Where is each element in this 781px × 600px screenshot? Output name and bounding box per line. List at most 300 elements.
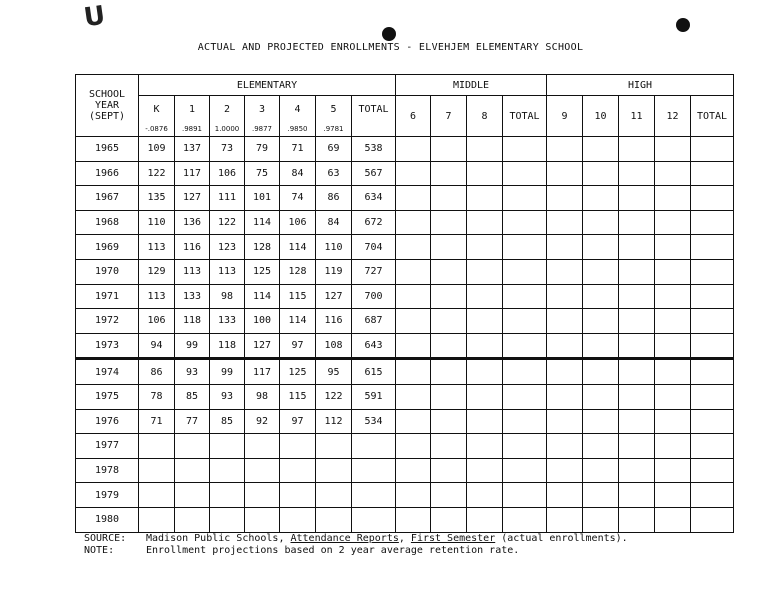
enrollment-cell bbox=[503, 333, 547, 359]
enrollment-cell bbox=[503, 507, 547, 532]
table-row bbox=[76, 235, 734, 260]
enrollment-cell bbox=[691, 186, 734, 211]
enrollment-cell: 93 bbox=[210, 384, 245, 409]
enrollment-cell bbox=[583, 409, 619, 434]
enrollment-cell: 113 bbox=[139, 235, 175, 260]
enrollment-cell: 700 bbox=[352, 284, 396, 309]
table-row bbox=[76, 309, 734, 334]
retention-rate: .9891 bbox=[175, 122, 210, 137]
enrollment-cell: 71 bbox=[139, 409, 175, 434]
year-cell: 1978 bbox=[76, 458, 139, 483]
enrollment-cell bbox=[691, 333, 734, 359]
enrollment-cell bbox=[210, 458, 245, 483]
enrollment-cell bbox=[467, 333, 503, 359]
enrollment-cell: 114 bbox=[280, 309, 316, 334]
enrollment-cell bbox=[619, 359, 655, 385]
table-row bbox=[76, 161, 734, 186]
enrollment-cell: 86 bbox=[139, 359, 175, 385]
enrollment-cell bbox=[655, 235, 691, 260]
enrollment-cell bbox=[583, 210, 619, 235]
retention-rate: .9877 bbox=[245, 122, 280, 137]
enrollment-cell bbox=[396, 309, 431, 334]
enrollment-cell bbox=[619, 333, 655, 359]
enrollment-cell: 84 bbox=[280, 161, 316, 186]
year-cell: 1968 bbox=[76, 210, 139, 235]
enrollment-cell bbox=[655, 161, 691, 186]
enrollment-cell bbox=[316, 507, 352, 532]
enrollment-cell: 98 bbox=[210, 284, 245, 309]
enrollment-cell bbox=[691, 235, 734, 260]
enrollment-cell bbox=[316, 434, 352, 459]
enrollment-cell: 98 bbox=[245, 384, 280, 409]
table-row bbox=[76, 137, 734, 162]
enrollment-cell bbox=[547, 235, 583, 260]
enrollment-cell bbox=[547, 483, 583, 508]
grade-header: 11 bbox=[619, 96, 655, 137]
enrollment-cell bbox=[467, 507, 503, 532]
enrollment-cell: 99 bbox=[210, 359, 245, 385]
enrollment-cell: 115 bbox=[280, 384, 316, 409]
enrollment-cell bbox=[280, 483, 316, 508]
enrollment-cell: 84 bbox=[316, 210, 352, 235]
enrollment-cell: 85 bbox=[175, 384, 210, 409]
enrollment-cell: 93 bbox=[175, 359, 210, 385]
enrollment-cell bbox=[655, 384, 691, 409]
year-cell: 1980 bbox=[76, 507, 139, 532]
enrollment-cell bbox=[547, 259, 583, 284]
grade-header: 9 bbox=[547, 96, 583, 137]
year-cell: 1967 bbox=[76, 186, 139, 211]
grade-header: 10 bbox=[583, 96, 619, 137]
enrollment-cell: 106 bbox=[210, 161, 245, 186]
enrollment-cell bbox=[503, 409, 547, 434]
enrollment-cell bbox=[547, 333, 583, 359]
enrollment-cell bbox=[547, 161, 583, 186]
retention-rate bbox=[352, 122, 396, 137]
enrollment-cell: 99 bbox=[175, 333, 210, 359]
table-row bbox=[76, 186, 734, 211]
grade-header: 4 bbox=[280, 96, 316, 123]
enrollment-cell bbox=[431, 161, 467, 186]
enrollment-cell bbox=[547, 186, 583, 211]
enrollment-cell bbox=[352, 483, 396, 508]
enrollment-cell bbox=[396, 333, 431, 359]
enrollment-cell bbox=[655, 507, 691, 532]
enrollment-cell bbox=[691, 137, 734, 162]
enrollment-cell bbox=[619, 483, 655, 508]
punch-hole-center bbox=[382, 27, 396, 41]
enrollment-cell bbox=[245, 458, 280, 483]
enrollment-cell: 113 bbox=[139, 284, 175, 309]
grade-header: 12 bbox=[655, 96, 691, 137]
enrollment-cell bbox=[691, 210, 734, 235]
enrollment-cell: 634 bbox=[352, 186, 396, 211]
enrollment-cell bbox=[316, 458, 352, 483]
enrollment-cell bbox=[655, 409, 691, 434]
grade-header: TOTAL bbox=[691, 96, 734, 137]
enrollment-cell bbox=[619, 458, 655, 483]
enrollment-cell bbox=[352, 507, 396, 532]
grade-header: 2 bbox=[210, 96, 245, 123]
year-cell: 1976 bbox=[76, 409, 139, 434]
enrollment-cell bbox=[245, 483, 280, 508]
enrollment-cell: 97 bbox=[280, 333, 316, 359]
grade-header: 7 bbox=[431, 96, 467, 137]
enrollment-cell bbox=[396, 409, 431, 434]
enrollment-cell bbox=[503, 259, 547, 284]
elementary-header: ELEMENTARY bbox=[139, 75, 396, 96]
year-cell: 1971 bbox=[76, 284, 139, 309]
enrollment-cell bbox=[583, 284, 619, 309]
enrollment-cell: 135 bbox=[139, 186, 175, 211]
enrollment-cell bbox=[619, 235, 655, 260]
enrollment-cell bbox=[655, 309, 691, 334]
enrollment-cell bbox=[547, 434, 583, 459]
enrollment-cell: 129 bbox=[139, 259, 175, 284]
enrollment-cell bbox=[619, 384, 655, 409]
enrollment-cell bbox=[691, 359, 734, 385]
enrollment-cell: 112 bbox=[316, 409, 352, 434]
enrollment-cell bbox=[691, 409, 734, 434]
enrollment-cell: 115 bbox=[280, 284, 316, 309]
retention-rate: -.0876 bbox=[139, 122, 175, 137]
enrollment-cell bbox=[139, 507, 175, 532]
year-cell: 1965 bbox=[76, 137, 139, 162]
enrollment-cell bbox=[691, 259, 734, 284]
enrollment-cell bbox=[467, 284, 503, 309]
enrollment-cell bbox=[396, 359, 431, 385]
enrollment-cell bbox=[396, 235, 431, 260]
enrollment-cell bbox=[655, 259, 691, 284]
enrollment-cell: 100 bbox=[245, 309, 280, 334]
year-cell: 1979 bbox=[76, 483, 139, 508]
enrollment-cell bbox=[396, 259, 431, 284]
enrollment-cell: 122 bbox=[210, 210, 245, 235]
enrollment-cell: 123 bbox=[210, 235, 245, 260]
grade-header: K bbox=[139, 96, 175, 123]
enrollment-cell: 113 bbox=[175, 259, 210, 284]
enrollment-cell bbox=[210, 507, 245, 532]
enrollment-cell bbox=[245, 507, 280, 532]
enrollment-cell bbox=[431, 409, 467, 434]
enrollment-cell bbox=[431, 235, 467, 260]
enrollment-cell bbox=[431, 259, 467, 284]
enrollment-cell bbox=[619, 284, 655, 309]
enrollment-cell: 63 bbox=[316, 161, 352, 186]
enrollment-cell: 110 bbox=[139, 210, 175, 235]
enrollment-cell bbox=[547, 359, 583, 385]
enrollment-cell bbox=[467, 309, 503, 334]
enrollment-cell bbox=[280, 507, 316, 532]
enrollment-cell: 128 bbox=[280, 259, 316, 284]
enrollment-cell: 101 bbox=[245, 186, 280, 211]
enrollment-cell bbox=[503, 309, 547, 334]
enrollment-cell bbox=[655, 186, 691, 211]
table-row bbox=[76, 483, 734, 508]
enrollment-cell bbox=[396, 161, 431, 186]
enrollment-cell: 97 bbox=[280, 409, 316, 434]
enrollment-cell: 75 bbox=[245, 161, 280, 186]
enrollment-cell bbox=[583, 235, 619, 260]
enrollment-cell: 125 bbox=[245, 259, 280, 284]
enrollment-cell: 615 bbox=[352, 359, 396, 385]
enrollment-cell bbox=[619, 409, 655, 434]
enrollment-cell: 111 bbox=[210, 186, 245, 211]
enrollment-cell bbox=[396, 434, 431, 459]
enrollment-cell bbox=[547, 284, 583, 309]
enrollment-cell: 136 bbox=[175, 210, 210, 235]
table-row bbox=[76, 434, 734, 459]
enrollment-cell bbox=[467, 210, 503, 235]
enrollment-cell bbox=[547, 210, 583, 235]
enrollment-cell: 73 bbox=[210, 137, 245, 162]
enrollment-cell bbox=[691, 161, 734, 186]
grade-header: 5 bbox=[316, 96, 352, 123]
enrollment-cell bbox=[691, 309, 734, 334]
table-row bbox=[76, 210, 734, 235]
enrollment-cell bbox=[583, 434, 619, 459]
document-title: ACTUAL AND PROJECTED ENROLLMENTS - ELVEHJEM ELEMENTARY SCHOOL bbox=[197, 42, 584, 53]
enrollment-cell bbox=[280, 434, 316, 459]
enrollment-cell bbox=[210, 483, 245, 508]
enrollment-cell bbox=[431, 186, 467, 211]
enrollment-cell bbox=[583, 259, 619, 284]
enrollment-cell: 74 bbox=[280, 186, 316, 211]
enrollment-cell bbox=[467, 235, 503, 260]
enrollment-cell bbox=[691, 284, 734, 309]
enrollment-cell: 567 bbox=[352, 161, 396, 186]
year-cell: 1973 bbox=[76, 333, 139, 359]
enrollment-cell bbox=[583, 384, 619, 409]
enrollment-cell: 78 bbox=[139, 384, 175, 409]
enrollment-cell bbox=[655, 359, 691, 385]
enrollment-cell: 79 bbox=[245, 137, 280, 162]
enrollment-cell bbox=[139, 434, 175, 459]
enrollment-cell: 643 bbox=[352, 333, 396, 359]
enrollment-cell bbox=[431, 507, 467, 532]
enrollment-cell: 116 bbox=[175, 235, 210, 260]
middle-header: MIDDLE bbox=[396, 75, 547, 96]
enrollment-cell bbox=[467, 161, 503, 186]
enrollment-cell bbox=[139, 458, 175, 483]
enrollment-cell: 133 bbox=[175, 284, 210, 309]
enrollment-cell bbox=[503, 137, 547, 162]
enrollment-cell bbox=[503, 483, 547, 508]
enrollment-cell bbox=[691, 434, 734, 459]
enrollment-cell: 127 bbox=[316, 284, 352, 309]
enrollment-cell bbox=[431, 458, 467, 483]
enrollment-cell bbox=[139, 483, 175, 508]
enrollment-cell bbox=[655, 483, 691, 508]
enrollment-cell bbox=[352, 458, 396, 483]
enrollment-cell: 114 bbox=[245, 210, 280, 235]
table-row bbox=[76, 284, 734, 309]
enrollment-cell bbox=[396, 507, 431, 532]
enrollment-cell bbox=[503, 458, 547, 483]
enrollment-cell bbox=[547, 384, 583, 409]
enrollment-cell bbox=[396, 210, 431, 235]
enrollment-cell: 591 bbox=[352, 384, 396, 409]
enrollment-cell: 106 bbox=[280, 210, 316, 235]
school-year-header: SCHOOL YEAR (SEPT) bbox=[76, 75, 139, 137]
enrollment-table bbox=[75, 74, 734, 533]
enrollment-cell: 704 bbox=[352, 235, 396, 260]
enrollment-cell bbox=[396, 284, 431, 309]
enrollment-cell bbox=[175, 434, 210, 459]
enrollment-cell: 77 bbox=[175, 409, 210, 434]
enrollment-cell bbox=[655, 458, 691, 483]
enrollment-cell: 125 bbox=[280, 359, 316, 385]
enrollment-cell: 127 bbox=[175, 186, 210, 211]
enrollment-cell: 538 bbox=[352, 137, 396, 162]
enrollment-cell bbox=[655, 333, 691, 359]
enrollment-cell bbox=[619, 186, 655, 211]
enrollment-cell: 86 bbox=[316, 186, 352, 211]
year-cell: 1972 bbox=[76, 309, 139, 334]
enrollment-cell bbox=[547, 507, 583, 532]
enrollment-cell bbox=[467, 458, 503, 483]
punch-hole-right bbox=[676, 18, 690, 32]
enrollment-cell bbox=[467, 384, 503, 409]
grade-header: TOTAL bbox=[352, 96, 396, 123]
handwritten-mark: U bbox=[82, 0, 108, 34]
enrollment-cell bbox=[503, 210, 547, 235]
enrollment-cell: 114 bbox=[280, 235, 316, 260]
enrollment-cell bbox=[396, 137, 431, 162]
enrollment-cell: 133 bbox=[210, 309, 245, 334]
enrollment-cell bbox=[431, 384, 467, 409]
enrollment-cell bbox=[655, 210, 691, 235]
enrollment-cell bbox=[691, 384, 734, 409]
note-line: NOTE: Enrollment projections based on 2 year average retention rate. bbox=[84, 545, 520, 556]
enrollment-cell: 108 bbox=[316, 333, 352, 359]
enrollment-cell bbox=[583, 359, 619, 385]
grade-header: 6 bbox=[396, 96, 431, 137]
enrollment-cell: 117 bbox=[245, 359, 280, 385]
enrollment-cell bbox=[655, 434, 691, 459]
table-row bbox=[76, 259, 734, 284]
enrollment-cell: 117 bbox=[175, 161, 210, 186]
enrollment-cell: 122 bbox=[316, 384, 352, 409]
enrollment-cell bbox=[396, 458, 431, 483]
enrollment-cell: 106 bbox=[139, 309, 175, 334]
enrollment-cell bbox=[547, 409, 583, 434]
enrollment-cell bbox=[467, 483, 503, 508]
enrollment-cell: 69 bbox=[316, 137, 352, 162]
enrollment-cell bbox=[467, 409, 503, 434]
enrollment-cell bbox=[547, 137, 583, 162]
retention-rate: 1.0000 bbox=[210, 122, 245, 137]
enrollment-cell bbox=[431, 309, 467, 334]
enrollment-cell bbox=[691, 483, 734, 508]
enrollment-cell bbox=[431, 483, 467, 508]
enrollment-cell bbox=[210, 434, 245, 459]
enrollment-cell bbox=[547, 458, 583, 483]
enrollment-cell bbox=[280, 458, 316, 483]
enrollment-cell bbox=[431, 333, 467, 359]
table-row bbox=[76, 333, 734, 359]
year-cell: 1975 bbox=[76, 384, 139, 409]
enrollment-cell bbox=[431, 210, 467, 235]
high-header: HIGH bbox=[547, 75, 734, 96]
enrollment-cell bbox=[503, 359, 547, 385]
year-cell: 1966 bbox=[76, 161, 139, 186]
enrollment-cell: 110 bbox=[316, 235, 352, 260]
enrollment-cell: 122 bbox=[139, 161, 175, 186]
enrollment-cell bbox=[547, 309, 583, 334]
year-cell: 1977 bbox=[76, 434, 139, 459]
enrollment-cell bbox=[467, 359, 503, 385]
enrollment-cell bbox=[175, 483, 210, 508]
enrollment-cell bbox=[396, 186, 431, 211]
enrollment-cell bbox=[583, 333, 619, 359]
enrollment-cell bbox=[655, 137, 691, 162]
enrollment-cell bbox=[691, 458, 734, 483]
enrollment-cell: 127 bbox=[245, 333, 280, 359]
enrollment-cell: 116 bbox=[316, 309, 352, 334]
source-line: SOURCE: Madison Public Schools, Attendance Reports, First Semester (actual enrollments). bbox=[84, 533, 628, 544]
enrollment-cell: 727 bbox=[352, 259, 396, 284]
enrollment-cell: 94 bbox=[139, 333, 175, 359]
enrollment-cell bbox=[503, 384, 547, 409]
enrollment-cell: 71 bbox=[280, 137, 316, 162]
enrollment-cell bbox=[396, 384, 431, 409]
enrollment-cell bbox=[583, 186, 619, 211]
enrollment-cell bbox=[396, 483, 431, 508]
enrollment-cell bbox=[619, 137, 655, 162]
enrollment-cell: 109 bbox=[139, 137, 175, 162]
enrollment-cell: 85 bbox=[210, 409, 245, 434]
enrollment-cell: 687 bbox=[352, 309, 396, 334]
grade-header: 8 bbox=[467, 96, 503, 137]
enrollment-cell bbox=[503, 235, 547, 260]
enrollment-cell: 118 bbox=[175, 309, 210, 334]
enrollment-cell bbox=[503, 434, 547, 459]
enrollment-cell bbox=[619, 309, 655, 334]
enrollment-cell bbox=[619, 507, 655, 532]
enrollment-cell bbox=[503, 161, 547, 186]
enrollment-cell: 114 bbox=[245, 284, 280, 309]
table-row bbox=[76, 359, 734, 385]
retention-rate: .9781 bbox=[316, 122, 352, 137]
enrollment-cell bbox=[503, 186, 547, 211]
enrollment-cell: 672 bbox=[352, 210, 396, 235]
year-cell: 1969 bbox=[76, 235, 139, 260]
year-cell: 1974 bbox=[76, 359, 139, 385]
enrollment-cell bbox=[583, 483, 619, 508]
grade-header: 3 bbox=[245, 96, 280, 123]
enrollment-cell: 137 bbox=[175, 137, 210, 162]
enrollment-cell bbox=[583, 137, 619, 162]
table-row bbox=[76, 458, 734, 483]
enrollment-cell: 119 bbox=[316, 259, 352, 284]
enrollment-cell bbox=[467, 259, 503, 284]
enrollment-cell bbox=[619, 259, 655, 284]
enrollment-cell: 128 bbox=[245, 235, 280, 260]
enrollment-cell bbox=[467, 186, 503, 211]
enrollment-cell bbox=[245, 434, 280, 459]
enrollment-cell bbox=[691, 507, 734, 532]
enrollment-cell bbox=[583, 507, 619, 532]
enrollment-cell bbox=[655, 284, 691, 309]
table-row bbox=[76, 384, 734, 409]
enrollment-cell: 95 bbox=[316, 359, 352, 385]
enrollment-cell bbox=[431, 137, 467, 162]
enrollment-cell bbox=[619, 434, 655, 459]
table-row bbox=[76, 507, 734, 532]
enrollment-cell bbox=[431, 359, 467, 385]
enrollment-cell bbox=[583, 458, 619, 483]
